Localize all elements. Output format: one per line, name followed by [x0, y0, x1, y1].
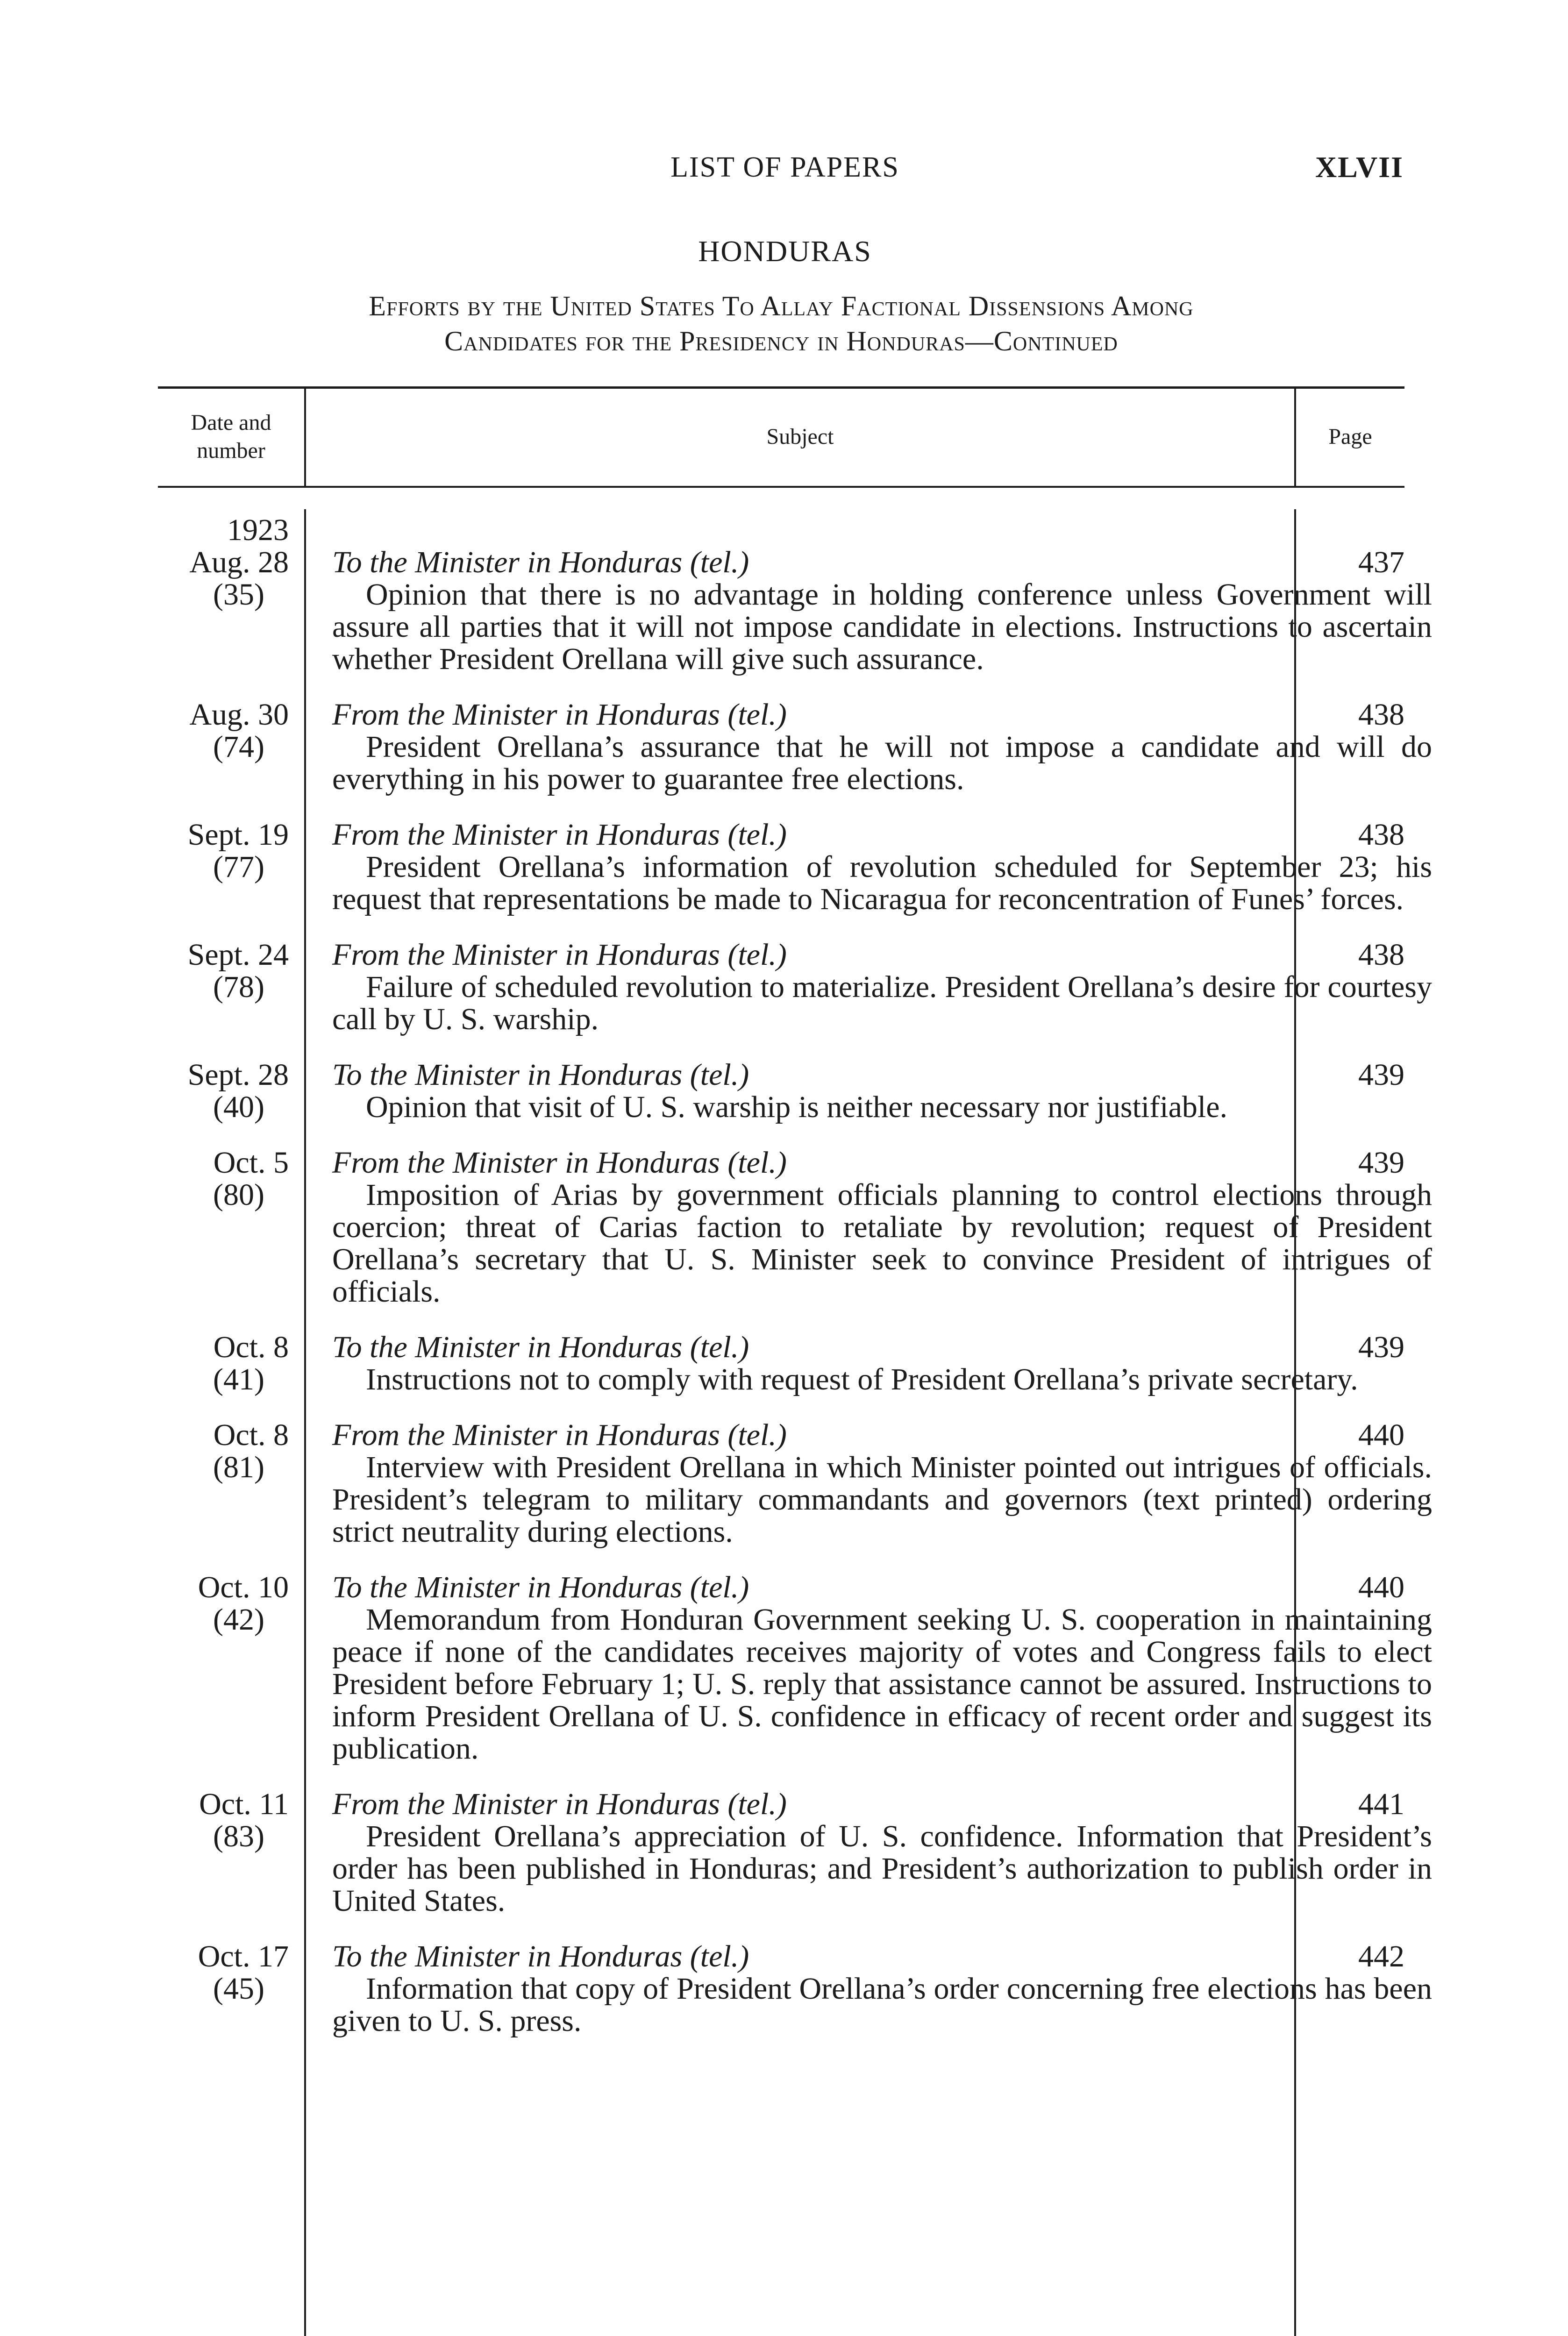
entry-number: (83) — [213, 1819, 264, 1853]
country-heading: HONDURAS — [698, 235, 872, 268]
date-cell — [158, 1331, 289, 1396]
entry-summary: Opinion that visit of U. S. warship is neither necessary nor justifiable. — [366, 1090, 1228, 1124]
table-row — [158, 1787, 1432, 1918]
entry-number: (41) — [213, 1362, 264, 1396]
table-row — [158, 513, 1432, 676]
subject-cell — [332, 698, 1432, 795]
entry-number: (40) — [213, 1090, 264, 1124]
subject-cell — [332, 939, 1432, 1035]
table-row — [158, 1570, 1432, 1766]
entry-heading: To the Minister in Honduras (tel.) — [332, 1570, 749, 1604]
date-cell — [158, 698, 289, 763]
entry-date: Sept. 19 — [187, 818, 289, 852]
entry-heading: To the Minister in Honduras (tel.) — [332, 545, 749, 579]
column-header-page: Page — [1328, 424, 1372, 449]
entry-date: Oct. 17 — [198, 1939, 289, 1973]
subject-cell — [332, 819, 1432, 915]
date-cell — [158, 819, 289, 883]
page-cell: 439 — [1358, 1058, 1404, 1092]
page-cell: 438 — [1358, 698, 1404, 732]
entry-heading: From the Minister in Honduras (tel.) — [332, 1146, 787, 1180]
page-cell: 441 — [1358, 1787, 1404, 1821]
entry-heading: From the Minister in Honduras (tel.) — [332, 1418, 787, 1452]
entry-summary: President Orellana’s appreciation of U. S. confidence. Information that President’s order has been published in Honduras; and President’s authorization to publish order in United States. — [332, 1819, 1432, 1918]
entry-summary: Interview with President Orellana in which Minister pointed out intrigues of officials. President’s telegram to military commandants and governors (text printed) ordering strict neutrality during elections. — [332, 1450, 1432, 1549]
year: 1923 — [227, 513, 289, 547]
column-header-subject: Subject — [766, 424, 834, 449]
table-row — [158, 938, 1432, 1036]
entry-summary: Opinion that there is no advantage in holding conference unless Government will assure all parties that it will not impose candidate in elections. Instructions to ascertain whether President Orellana will give such assurance. — [332, 577, 1432, 676]
entry-summary: Information that copy of President Orellana’s order concerning free elections has been given to U. S. press. — [332, 1972, 1432, 2038]
section-title — [158, 289, 1404, 359]
table-row — [158, 818, 1432, 916]
entry-date: Sept. 28 — [187, 1058, 289, 1092]
page-cell: 438 — [1358, 818, 1404, 852]
subject-cell — [332, 1940, 1432, 2037]
entry-summary: Memorandum from Honduran Government seeking U. S. cooperation in maintaining peace if none of the candidates receives majority of votes and Congress fails to elect President before February 1; U. S. reply that assistance cannot be assured. Instructions to inform President Orellana of U. S. confidence in efficacy of recent order and suggest its publication. — [332, 1602, 1432, 1766]
date-cell — [158, 1571, 289, 1636]
entry-summary: Instructions not to comply with request of President Orellana’s private secretary. — [366, 1362, 1358, 1396]
entry-date: Aug. 30 — [189, 698, 289, 732]
page-cell: 438 — [1358, 938, 1404, 972]
section-title-line-2: Candidates for the Presidency in Honduras—Continued — [444, 326, 1118, 356]
entry-heading: To the Minister in Honduras (tel.) — [332, 1058, 749, 1092]
subject-cell — [332, 1331, 1432, 1396]
date-cell — [158, 1419, 289, 1483]
entry-summary: President Orellana’s information of revolution scheduled for September 23; his request that representations be made to Nicaragua for reconcentration of Funes’ forces. — [332, 850, 1432, 916]
entry-date: Oct. 10 — [198, 1570, 289, 1604]
table-row — [158, 1418, 1432, 1549]
subject-cell — [332, 1571, 1432, 1765]
table-top-rule — [158, 386, 1404, 389]
entry-number: (42) — [213, 1602, 264, 1637]
entry-number: (81) — [213, 1450, 264, 1484]
subject-cell — [332, 1059, 1432, 1123]
table-row — [158, 1146, 1432, 1309]
subject-cell — [332, 1419, 1432, 1548]
subject-cell — [332, 514, 1432, 675]
entry-number: (45) — [213, 1972, 264, 2006]
running-title: LIST OF PAPERS — [670, 151, 899, 183]
page-cell: 439 — [1358, 1146, 1404, 1180]
page-cell: 437 — [1358, 545, 1404, 579]
running-head — [0, 149, 1568, 186]
table-row — [158, 1939, 1432, 2038]
entry-heading: From the Minister in Honduras (tel.) — [332, 1787, 787, 1821]
entry-heading: From the Minister in Honduras (tel.) — [332, 818, 787, 852]
page-number: XLVII — [1315, 150, 1404, 184]
entry-number: (77) — [213, 850, 264, 884]
entry-date: Oct. 5 — [213, 1146, 289, 1180]
column-header-date: Date and number — [191, 410, 271, 463]
entry-heading: From the Minister in Honduras (tel.) — [332, 938, 787, 972]
subject-cell — [332, 1147, 1432, 1308]
date-cell — [158, 1147, 289, 1211]
entry-date: Oct. 8 — [213, 1330, 289, 1364]
entry-date: Oct. 8 — [213, 1418, 289, 1452]
table-body — [158, 513, 1432, 2060]
date-cell — [158, 1788, 289, 1852]
entry-date: Sept. 24 — [187, 938, 289, 972]
date-cell — [158, 1940, 289, 2005]
entry-heading: To the Minister in Honduras (tel.) — [332, 1330, 749, 1364]
section-title-line-1: Efforts by the United States To Allay Factional Dissensions Among — [369, 291, 1194, 321]
entry-number: (80) — [213, 1178, 264, 1212]
subject-cell — [332, 1788, 1432, 1917]
table-row — [158, 1331, 1404, 1396]
entry-number: (74) — [213, 730, 264, 764]
table-header-rule — [158, 486, 1404, 488]
page-cell: 442 — [1358, 1939, 1404, 1973]
table-row — [158, 1059, 1404, 1123]
entry-number: (35) — [213, 577, 264, 612]
date-cell — [158, 939, 289, 1003]
entry-number: (78) — [213, 970, 264, 1004]
date-cell — [158, 514, 289, 611]
page-cell: 440 — [1358, 1570, 1404, 1604]
entry-summary: Imposition of Arias by government officials planning to control elections through coercion; threat of Carias faction to retaliate by revolution; request of President Orellana’s secretary that U. S. Minister seek to convince President of intrigues of officials. — [332, 1178, 1432, 1309]
entry-summary: Failure of scheduled revolution to materialize. President Orellana’s desire for courtesy call by U. S. warship. — [332, 970, 1432, 1036]
table-row — [158, 698, 1432, 796]
entry-date: Aug. 28 — [189, 545, 289, 579]
entry-heading: From the Minister in Honduras (tel.) — [332, 698, 787, 732]
entry-heading: To the Minister in Honduras (tel.) — [332, 1939, 749, 1973]
entry-summary: President Orellana’s assurance that he will not impose a candidate and will do everything in his power to guarantee free elections. — [332, 730, 1432, 796]
page-cell: 439 — [1358, 1330, 1404, 1364]
date-cell — [158, 1059, 289, 1123]
entry-date: Oct. 11 — [199, 1787, 289, 1821]
page-cell: 440 — [1358, 1418, 1404, 1452]
